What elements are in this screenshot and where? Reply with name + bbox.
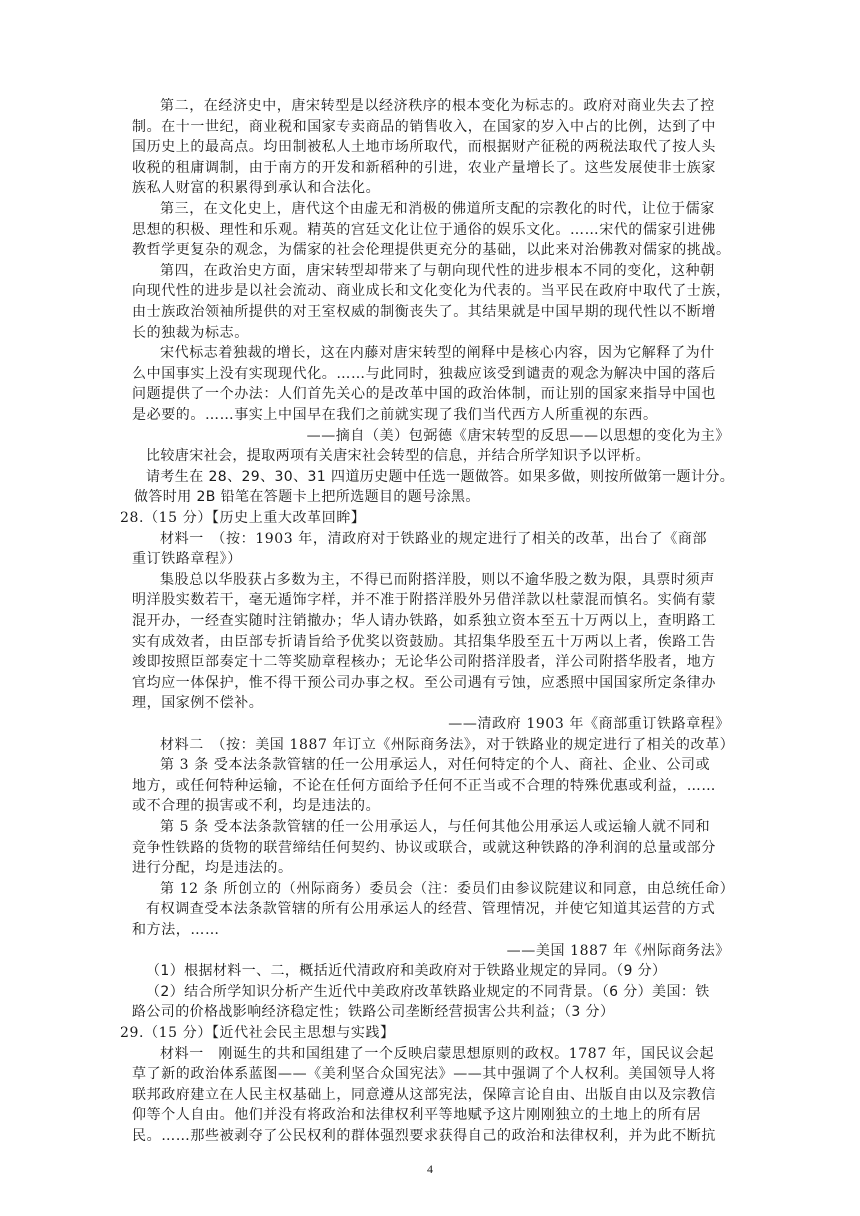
text-line: 重订铁路章程》） <box>132 551 242 568</box>
text-line: 第 3 条 受本法条款管辖的任一公用承运人，对任何特定的个人、商社、企业、公司或 <box>160 757 711 774</box>
sub-question: （2）结合所学知识分析产生近代中美政府改革铁路业规定的不同背景。（6 分）美国：铁 <box>146 983 710 1000</box>
material-heading: 材料二 （按：美国 1887 年订立《州际商务法》，对于铁路业的规定进行了相关的改革） <box>160 736 735 753</box>
text-line: 么中国事实上没有实现现代化。……与此同时，独裁应该受到谴责的观念为解决中国的落后 <box>132 365 716 382</box>
text-line: 民。……那些被剥夺了公民权利的群体强烈要求获得自己的政治和法律权利，并为此不断抗 <box>132 1128 716 1144</box>
text-line: 混开办，一经查实随时注销撤办；华人请办铁路，如系独立资本至五十万两以上，查明路工 <box>132 613 716 629</box>
question-heading: 29.（15 分）【近代社会民主思想与实践】 <box>120 1025 395 1041</box>
instruction-line: 做答时用 2B 铅笔在答题卡上把所选题目的题号涂黑。 <box>134 489 480 506</box>
text-line: 第二，在经济史中，唐宋转型是以经济秩序的根本变化为标志的。政府对商业失去了控 <box>160 98 715 114</box>
text-line: 第三，在文化史上，唐代这个由虚无和消极的佛道所支配的宗教化的时代，让位于儒家 <box>160 201 715 217</box>
text-line: 官均应一体保护，惟不得干预公司办事之权。至公司遇有亏蚀，应悉照中国国家所定条律办 <box>132 674 716 691</box>
text-line: 或不合理的损害或不利，均是违法的。 <box>132 798 381 815</box>
text-line: 国历史上的最高点。均田制被私人土地市场所取代，而根据财产征税的两税法取代了按人头 <box>132 139 716 156</box>
text-line: 材料一 刚诞生的共和国组建了一个反映启蒙思想原则的政权。1787 年，国民议会起 <box>160 1045 715 1062</box>
sub-question: （1）根据材料一、二，概括近代清政府和美政府对于铁路业规定的异同。（9 分） <box>146 963 667 980</box>
text-line: 收税的租庸调制，由于南方的开发和新稻种的引进，农业产量增长了。这些发展使非士族家 <box>132 159 716 176</box>
text-line: 制。在十一世纪，商业税和国家专卖商品的销售收入，在国家的岁入中占的比例，达到了中 <box>132 118 716 135</box>
citation: ——清政府 1903 年《商部重订铁路章程》 <box>448 716 730 732</box>
text-line: 进行分配，均是违法的。 <box>132 860 293 877</box>
text-line: 竞争性铁路的货物的联营缔结任何契约、协议或联合，或就这种铁路的净利润的总量或部分 <box>132 839 716 856</box>
material-heading: 材料一 （按：1903 年，清政府对于铁路业的规定进行了相关的改革，出台了《商部 <box>160 530 708 547</box>
text-line: 问题提供了一个办法：人们首先关心的是改革中国的政治体制，而让别的国家来指导中国也 <box>132 386 716 403</box>
text-line: 有权调查受本法条款管辖的所有公用承运人的经营、管理情况，并使它知道其运营的方式 <box>146 901 716 918</box>
text-line: 第 5 条 受本法条款管辖的任一公用承运人，与任何其他公用承运人或运输人就不同和 <box>160 819 711 835</box>
text-line: 思想的积极、理性和乐观。精英的宫廷文化让位于通俗的娱乐文化。……宋代的儒家引进佛 <box>132 221 716 238</box>
page-number: 4 <box>427 1162 433 1176</box>
text-line: 草了新的政治体系蓝图——《美利坚合众国宪法》——其中强调了个人权利。美国领导人将 <box>132 1066 716 1083</box>
text-line: 实有成效者，由臣部专折请旨给予优奖以资鼓励。其招集华股至五十万两以上者，俟路工告 <box>132 633 716 650</box>
text-line: 是必要的。……事实上中国早在我们之前就实现了我们当代西方人所重视的东西。 <box>132 407 658 423</box>
text-line: 竣即按照臣部奏定十二等奖励章程核办；无论华公司附搭洋股者，洋公司附搭华股者，地方 <box>132 654 716 671</box>
text-line: 宋代标志着独裁的增长，这在内藤对唐宋转型的阐释中是核心内容，因为它解释了为什 <box>160 345 715 362</box>
text-line: 理，国家例不偿补。 <box>132 695 264 712</box>
text-line: 集股总以华股获占多数为主，不得已而附搭洋股，则以不逾华股之数为限，具票时须声 <box>160 571 715 588</box>
text-line: 和方法，…… <box>132 922 220 938</box>
question-prompt: 比较唐宋社会，提取两项有关唐宋社会转型的信息，并结合所学知识予以评析。 <box>146 448 650 465</box>
text-line: 向现代性的进步是以社会流动、商业成长和文化变化为代表的。当平民在政府中取代了士族， <box>132 283 731 300</box>
question-heading: 28.（15 分）【历史上重大改革回眸】 <box>120 510 366 526</box>
text-line: 路公司的价格战影响经济稳定性；铁路公司垄断经营损害公共利益；（3 分） <box>132 1004 615 1021</box>
text-line: 仰等个人自由。他们并没有将政治和法律权利平等地赋予这片刚刚独立的土地上的所有居 <box>132 1107 702 1124</box>
text-line: 族私人财富的积累得到承认和合法化。 <box>132 180 381 197</box>
text-line: 明洋股实数若干，毫无遁饰字样，并不准于附搭洋股外另借洋款以杜蒙混而慎名。实倘有蒙 <box>132 592 716 609</box>
instruction-line: 请考生在 28、29、30、31 四道历史题中任选一题做答。如果多做，则按所做第一题计分。 <box>146 468 735 485</box>
text-line: 由士族政治领袖所提供的对王室权威的制衡丧失了。其结果就是中国早期的现代性以不断增 <box>132 304 716 320</box>
text-line: 第四，在政治史方面，唐宋转型却带来了与朝向现代性的进步根本不同的变化，这种朝 <box>160 262 715 279</box>
text-line: 联邦政府建立在人民主权基础上，同意遵从这部宪法，保障言论自由、出版自由以及宗教信 <box>132 1086 716 1103</box>
text-line: 教哲学更复杂的观念，为儒家的社会伦理提供更充分的基础，以此来对治佛教对儒家的挑战。 <box>132 242 731 259</box>
citation: ——美国 1887 年《州际商务法》 <box>506 942 730 959</box>
text-line: 地方，或任何特种运输，不论在任何方面给予任何不正当或不合理的特殊优惠或利益，…… <box>132 777 716 794</box>
citation: ——摘自（美）包弼德《唐宋转型的反思——以思想的变化为主》 <box>306 427 730 444</box>
text-line: 第 12 条 所创立的（州际商务）委员会（注：委员们由参议院建议和同意，由总统任命） <box>160 880 735 897</box>
text-line: 长的独裁为标志。 <box>132 324 249 341</box>
